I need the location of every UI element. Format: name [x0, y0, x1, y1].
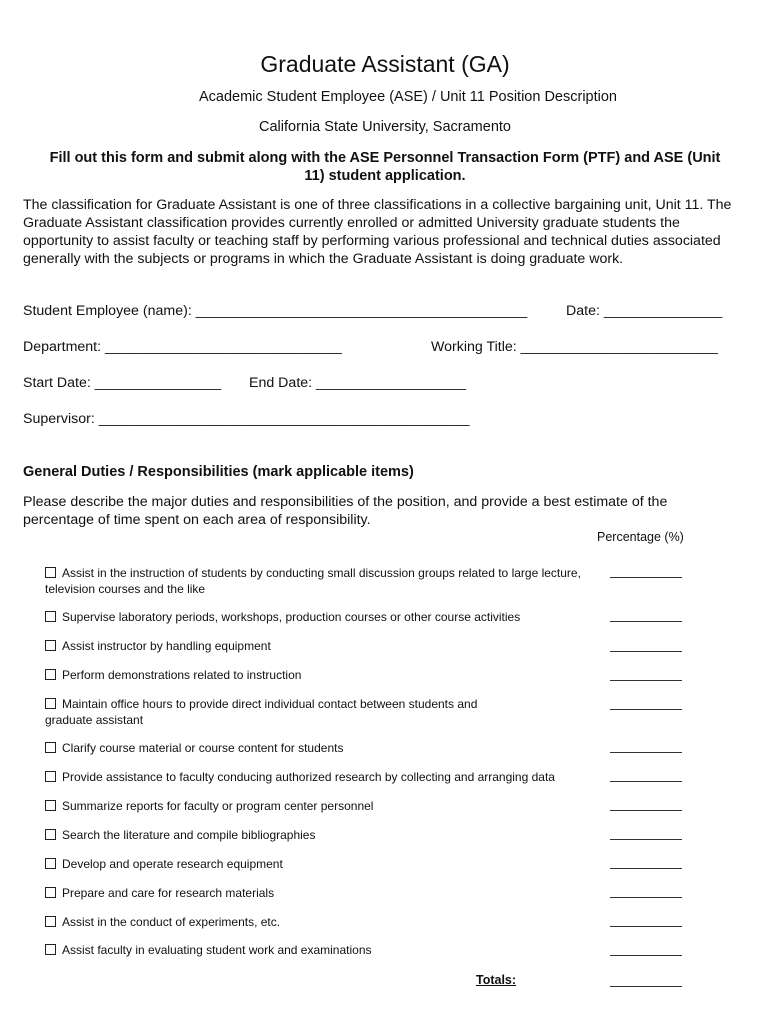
- checkbox[interactable]: [45, 567, 56, 578]
- duty-item: [45, 827, 595, 843]
- form-title: Graduate Assistant (GA): [260, 51, 510, 77]
- duty-item: [45, 740, 595, 756]
- duty-item: [45, 667, 595, 683]
- checkbox[interactable]: [45, 698, 56, 709]
- duty-label: Supervise laboratory periods, workshops, production courses or other course activities: [62, 610, 521, 624]
- student-employee-field[interactable]: Student Employee (name): __________________________________________: [23, 303, 528, 319]
- percentage-blank[interactable]: [610, 868, 682, 869]
- duty-item: [45, 609, 595, 625]
- duty-label: Perform demonstrations related to instruction: [62, 668, 302, 682]
- totals-label: Totals:: [476, 973, 517, 987]
- duty-item: [45, 798, 595, 814]
- percentage-blank[interactable]: [610, 752, 682, 753]
- duty-item: [45, 696, 515, 728]
- submission-instruction: Fill out this form and submit along with the ASE Personnel Transaction Form (PTF) and ASE (Unit 11) student application.: [49, 150, 721, 184]
- percentage-blank[interactable]: [610, 709, 682, 710]
- end-date-field[interactable]: End Date: ___________________: [249, 375, 466, 391]
- duty-label: Maintain office hours to provide direct individual contact between students and graduate assistant: [45, 697, 478, 727]
- form-subtitle: Academic Student Employee (ASE) / Unit 11 Position Description: [198, 89, 617, 105]
- duty-label: Search the literature and compile bibliographies: [62, 828, 316, 842]
- checkbox[interactable]: [45, 771, 56, 782]
- duty-label: Assist in the instruction of students by conducting small discussion groups related to large lecture, television courses and the like: [45, 566, 581, 596]
- classification-intro: The classification for Graduate Assistant is one of three classifications in a collective bargaining unit, Unit 11. The Graduate Assistant classification provides currently enrolled or admitted University graduate students the opportunity to assist faculty or teaching staff by performing various professional and technical duties associated generally with the subjects or programs in which the Graduate Assistant is doing graduate work.: [23, 197, 732, 267]
- duty-item: [45, 856, 595, 872]
- percentage-blank[interactable]: [610, 621, 682, 622]
- duty-item: [45, 914, 595, 930]
- checkbox[interactable]: [45, 800, 56, 811]
- checkbox[interactable]: [45, 829, 56, 840]
- percentage-blank[interactable]: [610, 897, 682, 898]
- duties-description: Please describe the major duties and responsibilities of the position, and provide a best estimate of the percentage of time spent on each area of responsibility.: [23, 494, 668, 528]
- duty-item: [45, 769, 595, 785]
- checkbox[interactable]: [45, 640, 56, 651]
- duty-label: Provide assistance to faculty conducing authorized research by collecting and arranging data: [62, 770, 555, 784]
- working-title-field[interactable]: Working Title: _________________________: [431, 339, 718, 355]
- checkbox[interactable]: [45, 916, 56, 927]
- checkbox[interactable]: [45, 611, 56, 622]
- department-field[interactable]: Department: ______________________________: [23, 339, 342, 355]
- supervisor-field[interactable]: Supervisor: _______________________________________________: [23, 411, 470, 427]
- duty-label: Summarize reports for faculty or program center personnel: [62, 799, 374, 813]
- start-date-field[interactable]: Start Date: ________________: [23, 375, 222, 391]
- percentage-blank[interactable]: [610, 651, 682, 652]
- duty-label: Assist in the conduct of experiments, etc.: [62, 915, 281, 929]
- percentage-blank[interactable]: [610, 839, 682, 840]
- checkbox[interactable]: [45, 944, 56, 955]
- checkbox[interactable]: [45, 669, 56, 680]
- checkbox[interactable]: [45, 742, 56, 753]
- percentage-blank[interactable]: [610, 955, 682, 956]
- university-name: California State University, Sacramento: [259, 119, 511, 135]
- duty-item: [45, 885, 595, 901]
- duty-item: [45, 565, 595, 597]
- duty-item: [45, 638, 595, 654]
- percentage-blank[interactable]: [610, 926, 682, 927]
- duty-label: Develop and operate research equipment: [62, 857, 283, 871]
- duty-item: [45, 942, 595, 958]
- duty-label: Assist faculty in evaluating student work and examinations: [62, 943, 372, 957]
- duty-label: Assist instructor by handling equipment: [62, 639, 271, 653]
- duty-label: Prepare and care for research materials: [62, 886, 275, 900]
- duty-label: Clarify course material or course content for students: [62, 741, 344, 755]
- checkbox[interactable]: [45, 887, 56, 898]
- date-field[interactable]: Date: _______________: [566, 303, 723, 319]
- percentage-header: Percentage (%): [597, 530, 684, 544]
- percentage-blank[interactable]: [610, 810, 682, 811]
- checkbox[interactable]: [45, 858, 56, 869]
- percentage-blank[interactable]: [610, 577, 682, 578]
- totals-blank[interactable]: [610, 986, 682, 987]
- percentage-blank[interactable]: [610, 781, 682, 782]
- percentage-blank[interactable]: [610, 680, 682, 681]
- duties-section-title: General Duties / Responsibilities (mark applicable items): [23, 464, 414, 480]
